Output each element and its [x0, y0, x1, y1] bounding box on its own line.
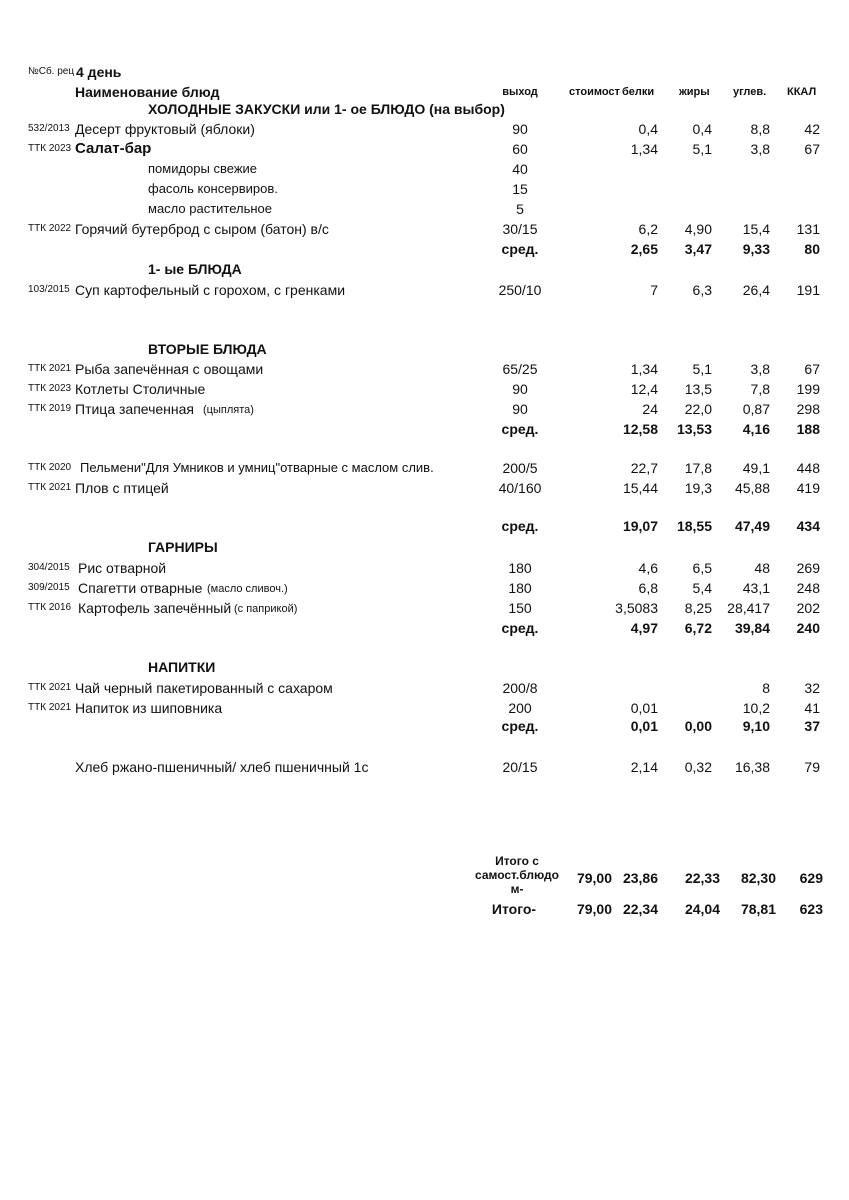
dish-name: Хлеб ржано-пшеничный/ хлеб пшеничный 1с — [75, 759, 369, 775]
protein-value: 12,4 — [630, 381, 658, 397]
output-value: 250/10 — [498, 282, 542, 298]
section-title: 1- ые БЛЮДА — [148, 261, 242, 277]
carb-value: 28,417 — [727, 600, 770, 616]
carb-value: 3,8 — [750, 141, 770, 157]
section-title: НАПИТКИ — [148, 659, 216, 675]
fat-value: 8,25 — [684, 600, 712, 616]
total-protein: 23,86 — [622, 870, 658, 886]
section-first — [0, 259, 849, 279]
carb-value: 8 — [762, 680, 770, 696]
output-value: 90 — [512, 121, 528, 137]
average-label: сред. — [501, 518, 539, 534]
recipe-code: ТТК 2023 — [28, 383, 72, 394]
fat-column-header: жиры — [679, 86, 710, 98]
output-value: 65/25 — [502, 361, 538, 377]
kcal-value: 80 — [804, 241, 820, 257]
protein-value: 2,65 — [630, 241, 658, 257]
total-label-2: Итого- — [491, 901, 537, 917]
total-cost: 79,00 — [576, 901, 612, 917]
dish-note: (масло сливоч.) — [207, 583, 288, 595]
section-garnish — [0, 537, 849, 557]
protein-value: 24 — [642, 401, 658, 417]
output-value: 30/15 — [502, 221, 538, 237]
section-drinks — [0, 657, 849, 677]
recipe-code: ТТК 2021 — [28, 702, 72, 713]
fat-value: 19,3 — [684, 480, 712, 496]
table-row — [0, 379, 849, 399]
output-value: 200/8 — [502, 680, 538, 696]
total-kcal: 623 — [799, 901, 823, 917]
recipe-code: 309/2015 — [28, 582, 70, 593]
table-row — [0, 757, 849, 777]
average-label: сред. — [501, 718, 539, 734]
output-value: 40 — [512, 161, 528, 177]
kcal-value: 448 — [796, 460, 820, 476]
dish-note: (цыплята) — [203, 404, 254, 416]
output-value: 150 — [508, 600, 532, 616]
table-row — [0, 119, 849, 139]
output-value: 20/15 — [502, 759, 538, 775]
ingredient-name: помидоры свежие — [148, 161, 258, 176]
output-column-header: выход — [502, 86, 538, 98]
ingredient-row — [0, 179, 849, 199]
section-title: ВТОРЫЕ БЛЮДА — [148, 341, 267, 357]
carb-value: 45,88 — [734, 480, 770, 496]
protein-value: 6,2 — [638, 221, 658, 237]
fat-value: 6,5 — [692, 560, 712, 576]
kcal-value: 248 — [796, 580, 820, 596]
kcal-column-header: ККАЛ — [787, 86, 817, 98]
recipe-code: 304/2015 — [28, 562, 70, 573]
ingredient-name: фасоль консервиров. — [148, 181, 278, 196]
total-carb: 82,30 — [740, 870, 776, 886]
recipe-code: ТТК 2021 — [28, 682, 72, 693]
output-value: 15 — [512, 181, 528, 197]
total-protein: 22,34 — [622, 901, 658, 917]
kcal-value: 67 — [804, 141, 820, 157]
recipe-code: ТТК 2022 — [28, 223, 72, 234]
carb-value: 7,8 — [750, 381, 770, 397]
recipe-code: ТТК 2021 — [28, 363, 72, 374]
output-value: 200/5 — [502, 460, 538, 476]
section-title: ХОЛОДНЫЕ ЗАКУСКИ или 1- ое БЛЮДО (на выбор) — [148, 101, 505, 117]
section-cold — [0, 99, 849, 119]
table-row — [0, 359, 849, 379]
name-column-header: Наименование блюд — [75, 84, 220, 100]
recipe-code: ТТК 2020 — [28, 462, 72, 473]
dish-name: Птица запеченная — [75, 401, 195, 417]
dish-name: Горячий бутерброд с сыром (батон) в/с — [75, 221, 329, 237]
total-carb: 78,81 — [740, 901, 776, 917]
kcal-value: 298 — [796, 401, 820, 417]
output-value: 180 — [508, 580, 532, 596]
carb-value: 26,4 — [742, 282, 770, 298]
protein-value: 6,8 — [638, 580, 658, 596]
kcal-value: 199 — [796, 381, 820, 397]
table-row — [0, 578, 849, 598]
kcal-value: 269 — [796, 560, 820, 576]
fat-value: 4,90 — [684, 221, 712, 237]
average-row — [0, 516, 849, 536]
total-kcal: 629 — [799, 870, 823, 886]
recipe-code: ТТК 2019 — [28, 403, 72, 414]
protein-value: 0,01 — [630, 718, 658, 734]
protein-value: 4,97 — [630, 620, 658, 636]
fat-value: 22,0 — [684, 401, 712, 417]
ingredient-row — [0, 199, 849, 219]
output-value: 90 — [512, 381, 528, 397]
recipe-code: 103/2015 — [28, 284, 70, 295]
recipe-code: ТТК 2016 — [28, 602, 72, 613]
protein-value: 4,6 — [638, 560, 658, 576]
recipe-code: ТТК 2023 — [28, 143, 72, 154]
fat-value: 5,4 — [692, 580, 712, 596]
protein-value: 0,4 — [638, 121, 658, 137]
dish-name: Спагетти отварные — [78, 580, 203, 596]
kcal-value: 41 — [804, 700, 820, 716]
kcal-value: 79 — [804, 759, 820, 775]
day-header — [0, 62, 849, 82]
fat-value: 3,47 — [684, 241, 712, 257]
output-value: 180 — [508, 560, 532, 576]
kcal-value: 188 — [796, 421, 820, 437]
recipe-code: 532/2013 — [28, 123, 70, 134]
fat-value: 5,1 — [692, 361, 712, 377]
carb-value: 8,8 — [750, 121, 770, 137]
fat-value: 13,5 — [684, 381, 712, 397]
fat-value: 5,1 — [692, 141, 712, 157]
average-label: сред. — [501, 241, 539, 257]
fat-value: 18,55 — [676, 518, 712, 534]
total-label-1: Итого с самост.блюдо м- — [475, 854, 559, 896]
table-row — [0, 478, 849, 498]
table-row — [0, 139, 849, 159]
table-row — [0, 558, 849, 578]
protein-value: 22,7 — [630, 460, 658, 476]
kcal-value: 419 — [796, 480, 820, 496]
total-fat: 22,33 — [684, 870, 720, 886]
protein-value: 3,5083 — [615, 600, 658, 616]
kcal-value: 42 — [804, 121, 820, 137]
table-row — [0, 678, 849, 698]
output-value: 40/160 — [498, 480, 542, 496]
kcal-value: 434 — [796, 518, 820, 534]
kcal-value: 67 — [804, 361, 820, 377]
protein-value: 1,34 — [630, 141, 658, 157]
average-row — [0, 618, 849, 638]
dish-name: Рыба запечённая с овощами — [75, 361, 264, 377]
protein-value: 19,07 — [622, 518, 658, 534]
output-value: 90 — [512, 401, 528, 417]
carb-value: 9,10 — [742, 718, 770, 734]
carb-value: 47,49 — [734, 518, 770, 534]
protein-value: 2,14 — [630, 759, 658, 775]
carb-value: 0,87 — [742, 401, 770, 417]
kcal-value: 37 — [804, 718, 820, 734]
protein-value: 1,34 — [630, 361, 658, 377]
protein-value: 12,58 — [622, 421, 658, 437]
carb-value: 39,84 — [734, 620, 770, 636]
average-label: сред. — [501, 421, 539, 437]
fat-value: 0,32 — [684, 759, 712, 775]
table-row — [0, 698, 849, 718]
table-row — [0, 280, 849, 300]
cost-column-header: стоимост — [569, 86, 620, 98]
fat-value: 13,53 — [676, 421, 712, 437]
dish-name: Напиток из шиповника — [75, 700, 223, 716]
table-row — [0, 399, 849, 419]
fat-value: 0,00 — [684, 718, 712, 734]
kcal-value: 202 — [796, 600, 820, 616]
recipe-code: ТТК 2021 — [28, 482, 72, 493]
total-fat: 24,04 — [684, 901, 720, 917]
carb-value: 3,8 — [750, 361, 770, 377]
protein-value: 0,01 — [630, 700, 658, 716]
dish-name: Чай черный пакетированный с сахаром — [75, 680, 333, 696]
fat-value: 6,72 — [684, 620, 712, 636]
table-row — [0, 219, 849, 239]
carb-column-header: углев. — [733, 86, 767, 98]
output-value: 200 — [508, 700, 532, 716]
dish-name: Пельмени"Для Умников и умниц"отварные с маслом слив. — [80, 460, 434, 475]
dish-name: Суп картофельный с горохом, с гренками — [75, 282, 346, 298]
carb-value: 16,38 — [734, 759, 770, 775]
day-title: 4 день — [76, 64, 122, 80]
dish-name: Салат-бар — [75, 140, 152, 157]
carb-value: 4,16 — [742, 421, 770, 437]
average-row — [0, 239, 849, 259]
dish-name: Котлеты Столичные — [75, 381, 206, 397]
carb-value: 15,4 — [742, 221, 770, 237]
average-row — [0, 419, 849, 439]
dish-name: Рис отварной — [78, 560, 167, 576]
output-value: 5 — [516, 201, 524, 217]
code-label: №Сб. рец — [28, 66, 75, 77]
ingredient-name: масло растительное — [148, 201, 273, 216]
average-row — [0, 716, 849, 736]
section-title: ГАРНИРЫ — [148, 539, 218, 555]
table-row — [0, 458, 849, 478]
carb-value: 49,1 — [742, 460, 770, 476]
ingredient-row — [0, 159, 849, 179]
fat-value: 0,4 — [692, 121, 712, 137]
protein-value: 15,44 — [622, 480, 658, 496]
dish-note: (с паприкой) — [234, 603, 298, 615]
output-value: 60 — [512, 141, 528, 157]
protein-column-header: белки — [622, 86, 655, 98]
carb-value: 9,33 — [742, 241, 770, 257]
dish-name: Картофель запечённый — [78, 600, 232, 616]
kcal-value: 191 — [796, 282, 820, 298]
dish-name: Плов с птицей — [75, 480, 169, 496]
total-cost: 79,00 — [576, 870, 612, 886]
fat-value: 6,3 — [692, 282, 712, 298]
protein-value: 7 — [650, 282, 658, 298]
kcal-value: 32 — [804, 680, 820, 696]
table-row — [0, 598, 849, 618]
kcal-value: 131 — [796, 221, 820, 237]
kcal-value: 240 — [796, 620, 820, 636]
carb-value: 43,1 — [742, 580, 770, 596]
fat-value: 17,8 — [684, 460, 712, 476]
carb-value: 48 — [754, 560, 770, 576]
section-second — [0, 339, 849, 359]
dish-name: Десерт фруктовый (яблоки) — [75, 121, 255, 137]
average-label: сред. — [501, 620, 539, 636]
carb-value: 10,2 — [742, 700, 770, 716]
